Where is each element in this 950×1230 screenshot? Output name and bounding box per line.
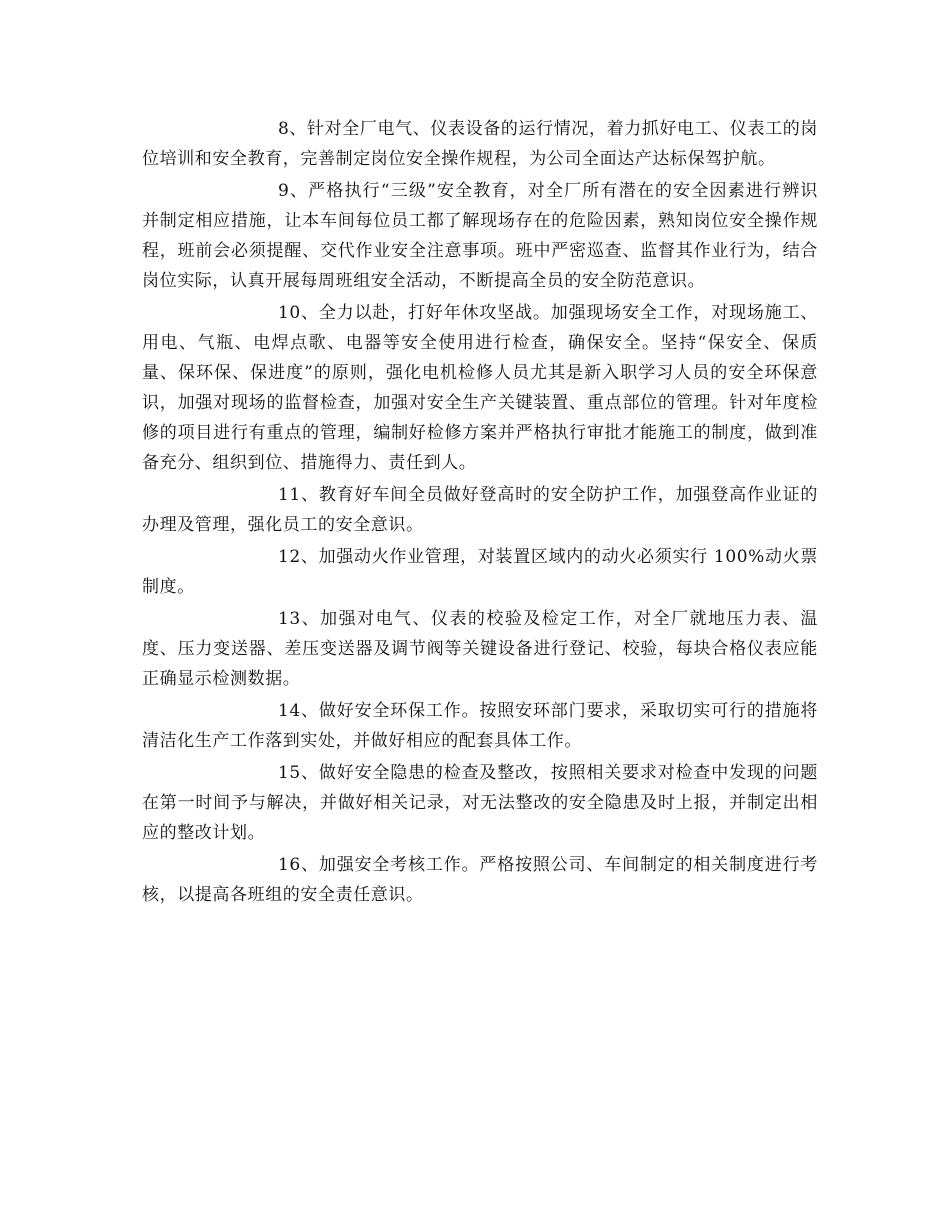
- paragraph-item-16: 16、加强安全考核工作。严格按照公司、车间制定的相关制度进行考核，以提高各班组的安全责任意识。: [142, 855, 818, 905]
- paragraph-item-14: 14、做好安全环保工作。按照安环部门要求，采取切实可行的措施将清洁化生产工作落到实处，并做好相应的配套具体工作。: [142, 701, 818, 751]
- paragraph-item-11: 11、教育好车间全员做好登高时的安全防护工作，加强登高作业证的办理及管理，强化员工的安全意识。: [142, 485, 818, 535]
- document-body: [142, 114, 818, 910]
- paragraph-item-15: 15、做好安全隐患的检查及整改，按照相关要求对检查中发现的问题在第一时间予与解决，并做好相关记录，对无法整改的安全隐患及时上报，并制定出相应的整改计划。: [142, 763, 818, 843]
- paragraph-item-12: 12、加强动火作业管理，对装置区域内的动火必须实行 100%动火票制度。: [142, 547, 818, 597]
- paragraph-item-9: 9、严格执行“三级”安全教育，对全厂所有潜在的安全因素进行辨识并制定相应措施，让本车间每位员工都了解现场存在的危险因素，熟知岗位安全操作规程，班前会必须提醒、交代作业安全注意事项。班中严密巡查、监督其作业行为，结合岗位实际，认真开展每周班组安全活动，不断提高全员的安全防范意识。: [142, 181, 818, 291]
- paragraph-item-13: 13、加强对电气、仪表的校验及检定工作，对全厂就地压力表、温度、压力变送器、差压变送器及调节阀等关键设备进行登记、校验，每块合格仪表应能正确显示检测数据。: [142, 609, 818, 689]
- paragraph-item-10: 10、全力以赴，打好年休攻坚战。加强现场安全工作，对现场施工、用电、气瓶、电焊点歌、电器等安全使用进行检查，确保安全。坚持“保安全、保质量、保环保、保进度”的原则，强化电机检修人员尤其是新入职学习人员的安全环保意识，加强对现场的监督检查，加强对安全生产关键装置、重点部位的管理。针对年度检修的项目进行有重点的管理，编制好检修方案并严格执行审批才能施工的制度，做到准备充分、组织到位、措施得力、责任到人。: [142, 303, 818, 473]
- paragraph-item-8: 8、针对全厂电气、仪表设备的运行情况，着力抓好电工、仪表工的岗位培训和安全教育，完善制定岗位安全操作规程，为公司全面达产达标保驾护航。: [142, 119, 818, 169]
